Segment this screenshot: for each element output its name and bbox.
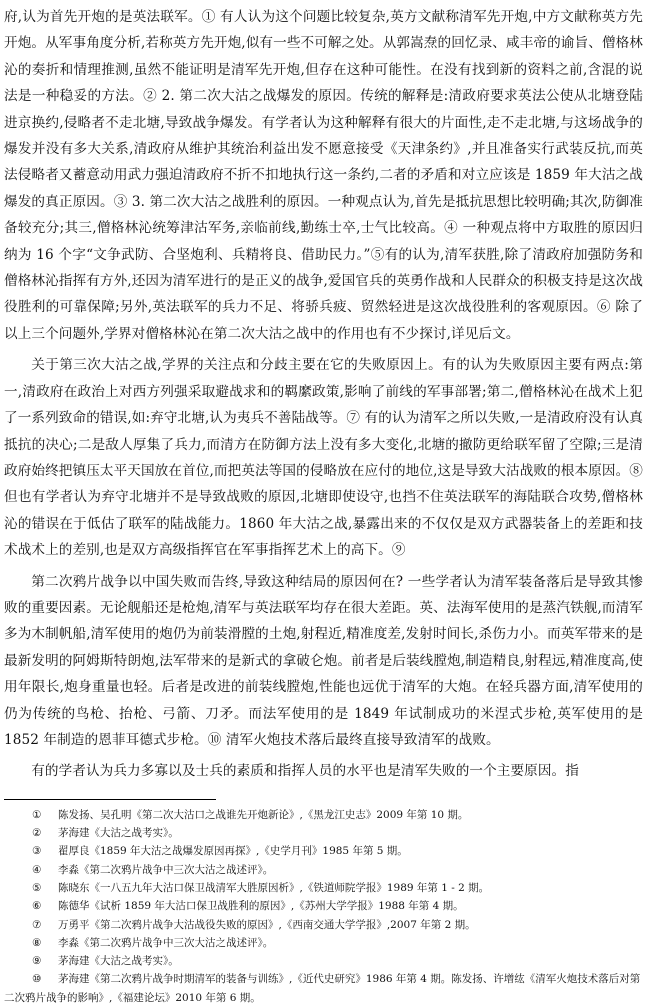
paragraph-2: 关于第三次大沽之战,学界的关注点和分歧主要在它的失败原因上。有的认为失败原因主要有两点:第一,清政府在政治上对西方列强采取避战求和的羁縻政策,影响了前线的军事部署;第二,僧格林沁在战术上犯了一系列致命的错误,如:弃守北塘,认为夷兵不善陆战等。⑦ 有的认为清军之所以失败,一是清政府没有认真抵抗的决心;二是敌人厚集了兵力,而清方在防御方法上没有多大变化,北塘的撤防更给联军留了空隙;三是清政府始终把镇压太平天国放在首位,而把英法等国的侵略放在应付的地位,这是导致大沽战败的根本原因。⑧ 但也有学者认为弃守北塘并不是导致战败的原因,北塘即使设守,也挡不住英法联军的海陆联合攻势,僧格林沁的错误在于低估了联军的陆战能力。1860 年大沽之战,暴露出来的不仅仅是双方武器装备上的差距和技术战术上的差别,也是双方高级指挥官在军事指挥艺术上的高下。⑨ (4, 357, 643, 559)
footnote-4: ④ 李淼《第二次鸦片战争中三次大沽之战述评》。 (32, 863, 274, 876)
paragraph-3: 第二次鸦片战争以中国失败而告终,导致这种结局的原因何在? 一些学者认为清军装备落后是导致其惨败的重要因素。无论舰船还是枪炮,清军与英法联军均存在很大差距。英、法海军使用的是蒸汽铁舰,而清军多为木制帆船,清军使用的炮仍为前装滑膛的土炮,射程近,精准度差,发射时间长,杀伤力小。而英军带来的是最新发明的阿姆斯特朗炮,法军带来的是新式的拿破仑炮。前者是后装线膛炮,制造精良,射程远,精准度高,使用年限长,炮身重量也轻。后者是改进的前装线膛炮,性能也远优于清军的大炮。在轻兵器方面,清军使用的仍为传统的鸟枪、抬枪、弓箭、刀矛。而法军使用的是 1849 年试制成功的米涅式步枪,英军使用的是 1852 年制造的恩菲耳德式步枪。⑩ 清军火炮技术落后最终直接导致清军的战败。 (4, 573, 643, 748)
footnote-8: ⑧ 李淼《第二次鸦片战争中三次大沽之战述评》。 (32, 936, 274, 949)
footnotes (4, 806, 643, 1007)
footnote-5: ⑤ 陈晓东《一八五九年大沽口保卫战清军大胜原因析》,《铁道师院学报》1989 年第 1 - 2 期。 (32, 881, 490, 894)
paragraph-4: 有的学者认为兵力多寡以及士兵的素质和指挥人员的水平也是清军失败的一个主要原因。指 (31, 763, 579, 780)
footnote-separator (4, 799, 216, 800)
footnote-6: ⑥ 陈德华《试析 1859 年大沽口保卫战胜利的原因》,《苏州大学学报》1988 年第 4 期。 (32, 900, 464, 913)
footnote-2: ② 茅海建《大沽之战考实》。 (32, 827, 179, 840)
footnote-1: ① 陈发扬、吴孔明《第二次大沽口之战谁先开炮新论》,《黑龙江史志》2009 年第 10 期。 (32, 808, 469, 821)
body-text (4, 4, 643, 785)
footnote-9: ⑨ 茅海建《大沽之战考实》。 (32, 955, 179, 968)
footnote-7: ⑦ 万勇平《第二次鸦片战争大沽战役失败的原因》,《西南交通大学学报》,2007 年第 2 期。 (32, 918, 476, 931)
paragraph-1: 府,认为首先开炮的是英法联军。① 有人认为这个问题比较复杂,英方文献称清军先开炮,中方文献称英方先开炮。从军事角度分析,若称英方先开炮,似有一些不可解之处。从郭嵩焘的回忆录、咸丰帝的谕旨、僧格林沁的奏折和情理推测,虽然不能证明是清军先开炮,但存在这种可能性。在没有找到新的资料之前,含混的说法是一种稳妥的方法。② 2. 第二次大沽之战爆发的原因。传统的解释是:清政府要求英法公使从北塘登陆进京换约,侵略者不走北塘,导致战争爆发。有学者认为这种解释有很大的片面性,走不走北塘,与这场战争的爆发并没有多大关系,清政府从维护其统治利益出发不愿意接受《天津条约》,并且准备实行武装反抗,而英法侵略者又蓄意动用武力强迫清政府不折不扣地执行这一条约,二者的矛盾和对立应该是 1859 年大沽之战爆发的真正原因。③ 3. 第二次大沽之战胜利的原因。一种观点认为,首先是抵抗思想比较明确;其次,防御准备较充分;其三,僧格林沁统筹津沽军务,亲临前线,勤练士卒,士气比较高。④ 一种观点将中方取胜的原因归纳为 16 个字“文争武防、合坚炮利、兵精将良、借助民力。”⑤有的认为,清军获胜,除了清政府加强防务和僧格林沁指挥有方外,还因为清军进行的是正义的战争,爱国官兵的英勇作战和人民群众的积极支持是这次战役胜利的可靠保障;另外,英法联军的兵力不足、将骄兵疲、贸然轻进是这次战役胜利的客观原因。⑥ 除了以上三个问题外,学界对僧格林沁在第二次大沽之战中的作用也有不少探讨,详见后文。 (4, 9, 643, 342)
footnote-3: ③ 翟厚良《1859 年大沽之战爆发原因再探》,《史学月刊》1985 年第 5 期。 (32, 845, 408, 858)
footnote-10: ⑩ 茅海建《第二次鸦片战争时期清军的装备与训练》,《近代史研究》1986 年第 4 期。陈发扬、许增纮《清军火炮技术落后对第二次鸦片战争的影响》,《福建论坛》2010 年第 6 期。 (4, 973, 641, 1004)
